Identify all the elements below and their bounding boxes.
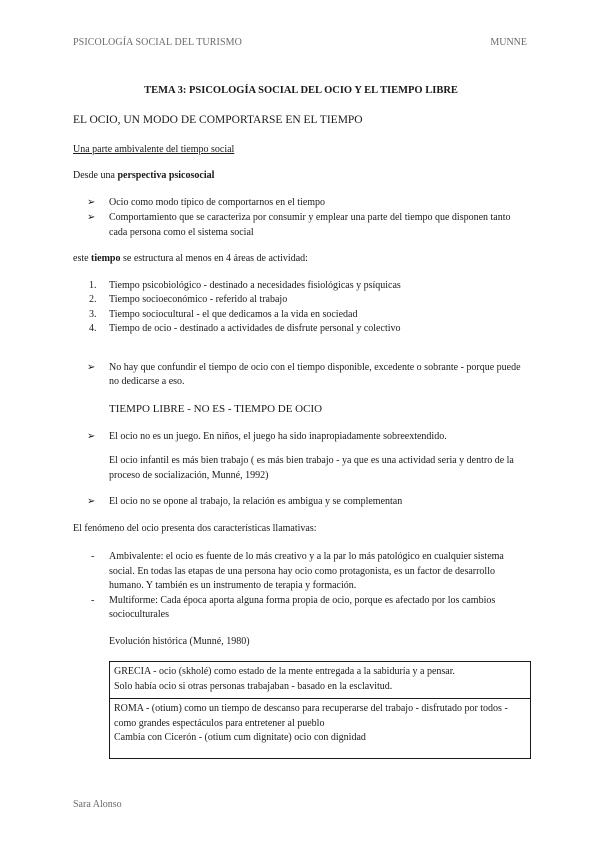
tiempo-bold: tiempo bbox=[91, 253, 121, 265]
document-body bbox=[73, 83, 529, 759]
list-item bbox=[87, 211, 529, 240]
list-number: 1. bbox=[89, 279, 97, 291]
list-item bbox=[87, 308, 529, 323]
list-item bbox=[87, 361, 529, 390]
dash-bullet-icon: - bbox=[91, 551, 95, 563]
perspective-line bbox=[73, 169, 529, 184]
list-item-text: Tiempo psicobiológico - destinado a necesidades fisiológicas y psíquicas bbox=[109, 279, 401, 291]
box-line: GRECIA - ocio (skholé) como estado de la mente entregada a la sabiduría y a pensar. bbox=[114, 666, 455, 678]
history-box-roma bbox=[110, 698, 530, 758]
arrow-bullet-icon: ➢ bbox=[87, 430, 96, 442]
arrow-list-juego bbox=[73, 430, 529, 445]
list-item bbox=[87, 495, 529, 510]
list-number: 3. bbox=[89, 308, 97, 320]
list-item-text: Ocio como modo típico de comportarnos en el tiempo bbox=[109, 196, 326, 208]
list-item bbox=[87, 196, 529, 211]
history-box-grecia bbox=[110, 662, 530, 698]
header-author: MUNNE bbox=[490, 37, 527, 48]
list-item-text: Ambivalente: el ocio es fuente de lo más creativo y a la par lo más patológico en cualquier sistema social. En todas las etapas de una persona hay ocio como protagonista, es un factor de desarrollo humano. Y también es un instrumento de terapia y formación. bbox=[109, 551, 504, 592]
page-title: TEMA 3: PSICOLOGÍA SOCIAL DEL OCIO Y EL TIEMPO LIBRE bbox=[144, 85, 458, 96]
list-item-text: Multiforme: Cada época aporta alguna forma propia de ocio, porque es afectado por los cambios socioculturales bbox=[109, 594, 496, 621]
footer-author: Sara Alonso bbox=[73, 799, 122, 810]
arrow-list-definition bbox=[73, 196, 529, 241]
list-item-text: El ocio no es un juego. En niños, el juego ha sido inapropiadamente sobreextendido. bbox=[109, 430, 447, 442]
tiempo-suffix: se estructura al menos en 4 áreas de actividad: bbox=[120, 253, 308, 265]
historical-evolution-label: Evolución histórica (Munné, 1980) bbox=[109, 635, 250, 647]
arrow-bullet-icon: ➢ bbox=[87, 361, 96, 373]
list-item-text: Tiempo sociocultural - el que dedicamos a la vida en sociedad bbox=[109, 308, 358, 320]
box-line: Cambia con Cicerón - (otium cum dignitate) ocio con dignidad bbox=[114, 732, 366, 744]
list-number: 4. bbox=[89, 323, 97, 335]
list-number: 2. bbox=[89, 294, 97, 306]
list-item bbox=[87, 594, 529, 623]
box-line: Solo había ocio si otras personas trabajaban - basado en la esclavitud. bbox=[114, 680, 393, 692]
characteristics-list bbox=[73, 550, 529, 623]
ocio-infantil-note: El ocio infantil es más bien trabajo ( es más bien trabajo - ya que es una actividad seria y dentro de la proceso de socialización, Munné, 1992) bbox=[109, 455, 514, 481]
phenomenon-intro: El fenómeno del ocio presenta dos características llamativas: bbox=[73, 522, 317, 534]
list-item bbox=[87, 550, 529, 594]
tiempo-prefix: este bbox=[73, 253, 92, 265]
history-table bbox=[109, 661, 531, 759]
list-item-text: Comportamiento que se caracteriza por consumir y emplear una parte del tiempo que disponen tanto cada persona como el sistema social bbox=[109, 212, 511, 238]
perspective-prefix: Desde una bbox=[73, 170, 118, 182]
section-title: EL OCIO, UN MODO DE COMPORTARSE EN EL TIEMPO bbox=[73, 114, 363, 127]
arrow-bullet-icon: ➢ bbox=[87, 196, 96, 208]
tiempo-libre-note: TIEMPO LIBRE - NO ES - TIEMPO DE OCIO bbox=[109, 402, 323, 415]
arrow-list-trabajo bbox=[73, 495, 529, 510]
list-item-text: No hay que confundir el tiempo de ocio con el tiempo disponible, excedente o sobrante - porque puede no dedicarse a eso. bbox=[109, 361, 521, 388]
list-item bbox=[87, 279, 529, 294]
list-item bbox=[87, 430, 529, 445]
dash-bullet-icon: - bbox=[91, 594, 95, 606]
subsection-title: Una parte ambivalente del tiempo social bbox=[73, 143, 235, 155]
list-item-text: Tiempo socioeconómico - referido al trabajo bbox=[109, 294, 288, 306]
box-line: ROMA - (otium) como un tiempo de descanso para recuperarse del trabajo - disfrutado por todos - como grandes espectáculos para entretener al pueblo bbox=[114, 703, 508, 729]
list-item-text: Tiempo de ocio - destinado a actividades de disfrute personal y colectivo bbox=[109, 323, 401, 335]
header-course-title: PSICOLOGÍA SOCIAL DEL TURISMO bbox=[73, 37, 242, 48]
arrow-bullet-icon: ➢ bbox=[87, 496, 96, 508]
tiempo-line bbox=[73, 252, 529, 267]
list-item bbox=[87, 322, 529, 337]
activity-areas-list bbox=[73, 279, 529, 337]
arrow-bullet-icon: ➢ bbox=[87, 212, 96, 224]
list-item bbox=[87, 293, 529, 308]
perspective-bold: perspectiva psicosocial bbox=[117, 170, 215, 182]
list-item-text: El ocio no se opone al trabajo, la relación es ambigua y se complementan bbox=[109, 496, 403, 508]
arrow-list-confusion bbox=[73, 361, 529, 390]
